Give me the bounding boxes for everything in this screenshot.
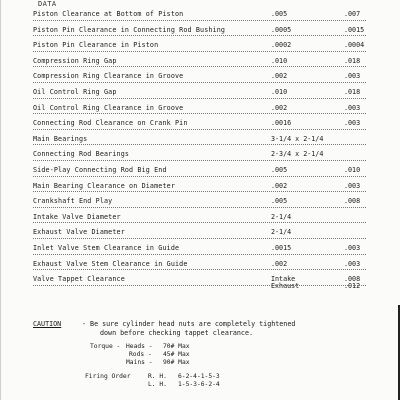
spec-max-value: .018: [344, 88, 361, 96]
row-divider: [33, 238, 366, 239]
spec-min-value: .002: [271, 72, 288, 81]
spec-max-value: .003: [344, 181, 361, 190]
torque-mains-label: Mains -: [126, 359, 153, 366]
spec-min-value: .005: [271, 10, 288, 18]
spec-max-value: .0015: [344, 25, 365, 34]
row-divider: [33, 254, 366, 255]
spec-min-value: .0002: [271, 41, 292, 50]
spec-min-value: .010: [271, 88, 288, 96]
spec-min-value: .0005: [271, 25, 292, 34]
torque-heads-value: 70# Max: [163, 343, 190, 350]
caution-label: CAUTION: [33, 320, 62, 328]
row-divider: [33, 35, 366, 36]
spec-min-value: .010: [271, 56, 288, 65]
spec-min-value: .002: [271, 181, 288, 190]
spec-min-value: Intake: [271, 275, 296, 284]
spec-max-value: .003: [344, 72, 361, 81]
spec-label: Valve Tappet Clearance: [33, 275, 125, 284]
spec-max-value: .003: [344, 103, 361, 112]
firing-lh-value: 1-5-3-6-2-4: [178, 381, 220, 388]
spec-max-value: .003: [344, 244, 361, 252]
row-divider: [33, 129, 366, 130]
row-divider: [33, 191, 366, 192]
firing-rh-label: R. H.: [148, 373, 167, 380]
row-divider: [33, 51, 366, 52]
caution-line-2: down before checking tappet clearance.: [100, 329, 253, 337]
spec-label: Side-Play Connecting Rod Big End: [33, 166, 167, 174]
spec-min-value: .005: [271, 197, 288, 206]
spec-exhaust-label: Exhaust: [271, 282, 300, 291]
page-header: DATA: [38, 0, 57, 8]
spec-max-value: .008: [344, 275, 361, 284]
spec-label: Connecting Rod Clearance on Crank Pin: [33, 119, 188, 128]
row-divider: [33, 176, 366, 177]
spec-label: Compression Ring Clearance in Groove: [33, 72, 184, 81]
spec-exhaust-value: .012: [344, 282, 361, 291]
torque-rods-label: Rods -: [129, 351, 152, 358]
row-divider: [33, 98, 366, 99]
spec-max-value: .008: [344, 197, 361, 206]
row-divider: [33, 20, 366, 21]
spec-label: Intake Valve Diameter: [33, 212, 121, 221]
spec-label: Inlet Valve Stem Clearance in Guide: [33, 244, 180, 252]
row-divider: [33, 113, 366, 114]
spec-label: Oil Control Ring Clearance in Groove: [33, 103, 184, 112]
row-divider: [33, 144, 366, 145]
spec-max-value: .003: [344, 259, 361, 268]
spec-max-value: .018: [344, 56, 361, 65]
row-divider: [33, 66, 366, 67]
row-divider: [33, 222, 366, 223]
spec-min-value: .002: [271, 103, 288, 112]
torque-rods-value: 45# Max: [163, 351, 190, 358]
spec-label: Connecting Rod Bearings: [33, 150, 130, 159]
spec-min-value: 2-1/4: [271, 212, 292, 221]
caution-line-1: - Be sure cylinder head nuts are completely tightened: [82, 320, 296, 328]
spec-label: Main Bearing Clearance on Diameter: [33, 181, 175, 190]
spec-label: Oil Control Ring Gap: [33, 88, 117, 96]
firing-order-title: Firing Order: [85, 373, 131, 380]
spec-label: Compression Ring Gap: [33, 56, 117, 65]
spec-max-value: .0004: [344, 41, 365, 50]
row-divider: [33, 82, 366, 83]
spec-max-value: .010: [344, 166, 361, 174]
spec-min-value: .002: [271, 259, 288, 268]
row-divider: [33, 160, 366, 161]
spec-min-value: .0015: [271, 244, 292, 252]
spec-min-value: .0016: [271, 119, 292, 128]
row-divider: [33, 285, 366, 286]
firing-rh-value: 6-2-4-1-5-3: [178, 373, 220, 380]
row-divider: [33, 269, 366, 270]
firing-lh-label: L. H.: [148, 381, 167, 388]
spec-min-value: 3-1/4 x 2-1/4: [271, 134, 324, 143]
row-divider: [33, 207, 366, 208]
torque-mains-value: 90# Max: [163, 359, 190, 366]
spec-label: Exhaust Valve Stem Clearance in Guide: [33, 259, 188, 268]
spec-min-value: 2-3/4 x 2-1/4: [271, 150, 324, 159]
spec-max-value: .007: [344, 10, 361, 18]
spec-label: Exhaust Valve Diameter: [33, 228, 125, 237]
spec-min-value: 2-1/4: [271, 228, 292, 237]
torque-heads-label: Heads -: [126, 343, 153, 350]
spec-label: Piston Pin Clearance in Piston: [33, 41, 159, 50]
spec-label: Piston Clearance at Bottom of Piston: [33, 10, 184, 18]
torque-title: Torque -: [90, 343, 121, 350]
spec-label: Main Bearings: [33, 134, 88, 143]
spec-min-value: .005: [271, 166, 288, 174]
spec-max-value: .003: [344, 119, 361, 128]
spec-label: Piston Pin Clearance in Connecting Rod Bushing: [33, 25, 226, 34]
spec-label: Crankshaft End Play: [33, 197, 113, 206]
